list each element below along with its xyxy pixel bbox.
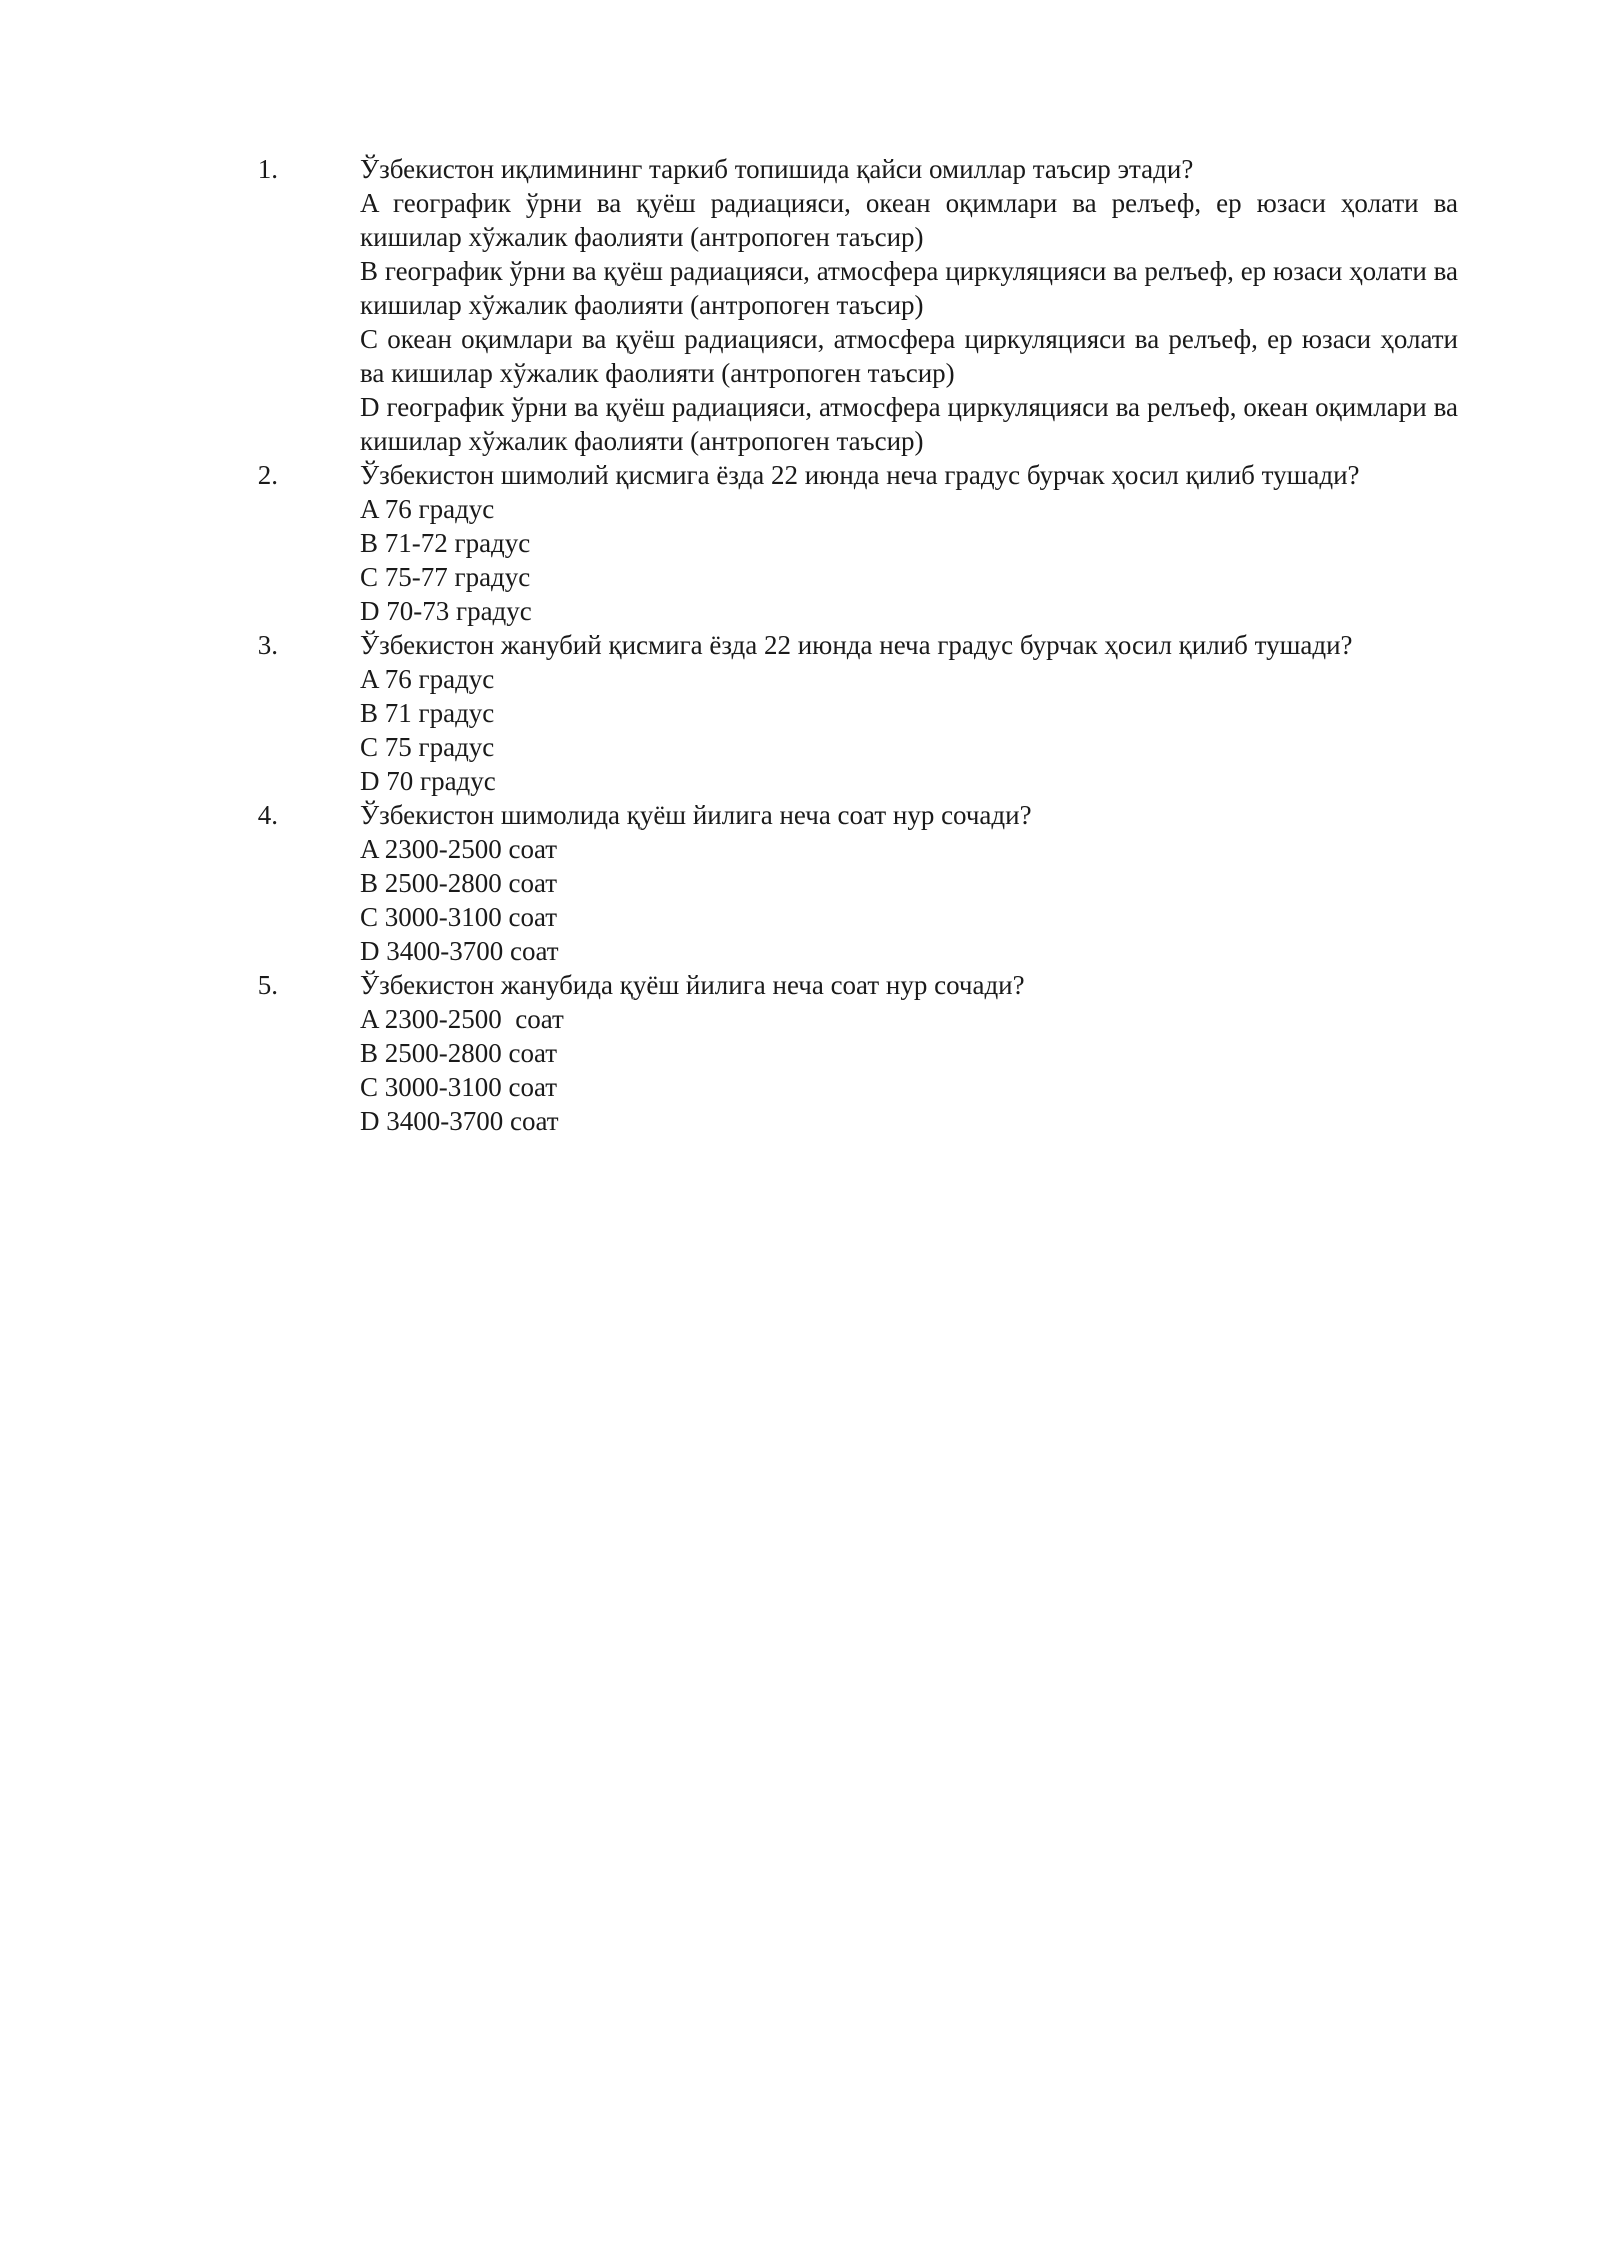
answer-option: B географик ўрни ва қуёш радиацияси, атмосфера циркуляцияси ва релъеф, ер юзаси ҳолати ва кишилар хўжалик фаолияти (антропоген таъсир) (360, 256, 1465, 320)
question-text: Ўзбекистон шимолий қисмига ёзда 22 июнда неча градус бурчак ҳосил қилиб тушади? (360, 460, 1360, 490)
answer-option: B 2500-2800 соат (360, 1038, 558, 1068)
answer-option: B 71 градус (360, 698, 495, 728)
question-number: 2. (257, 460, 278, 490)
question-number: 5. (257, 970, 278, 1000)
answer-option: C 75 градус (360, 732, 495, 762)
answer-option: D 70 градус (360, 766, 496, 796)
answer-option: D географик ўрни ва қуёш радиацияси, атмосфера циркуляцияси ва релъеф, океан оқимлари ва кишилар хўжалик фаолияти (антропоген таъсир) (360, 392, 1465, 456)
question-item (0, 152, 1600, 458)
answer-option: D 3400-3700 соат (360, 1106, 559, 1136)
answer-option: C 75-77 градус (360, 562, 531, 592)
answer-option: A географик ўрни ва қуёш радиацияси, океан оқимлари ва релъеф, ер юзаси ҳолати ва кишилар хўжалик фаолияти (антропоген таъсир) (360, 188, 1465, 252)
question-body (360, 968, 1458, 1138)
question-body (360, 628, 1458, 798)
answer-option: D 3400-3700 соат (360, 936, 559, 966)
question-text: Ўзбекистон жанубида қуёш йилига неча соат нур сочади? (360, 970, 1025, 1000)
question-number: 3. (257, 630, 278, 660)
answer-option: D 70-73 градус (360, 596, 532, 626)
answer-option: C океан оқимлари ва қуёш радиацияси, атмосфера циркуляцияси ва релъеф, ер юзаси ҳолати ва кишилар хўжалик фаолияти (антропоген таъсир) (360, 324, 1465, 388)
question-number: 4. (257, 800, 278, 830)
question-item (0, 628, 1600, 798)
question-text: Ўзбекистон жанубий қисмига ёзда 22 июнда неча градус бурчак ҳосил қилиб тушади? (360, 630, 1353, 660)
answer-option: A 2300-2500 соат (360, 834, 558, 864)
question-body (360, 798, 1458, 968)
answer-option: C 3000-3100 соат (360, 1072, 558, 1102)
question-item (0, 798, 1600, 968)
answer-option: A 76 градус (360, 664, 495, 694)
question-item (0, 458, 1600, 628)
answer-option: A 76 градус (360, 494, 495, 524)
document-body (0, 152, 1600, 1138)
question-text: Ўзбекистон иқлимининг таркиб топишида қайси омиллар таъсир этади? (360, 154, 1194, 184)
question-body (360, 152, 1465, 458)
answer-option: B 2500-2800 соат (360, 868, 558, 898)
question-item (0, 968, 1600, 1138)
answer-option: C 3000-3100 соат (360, 902, 558, 932)
answer-option: A 2300-2500 соат (360, 1004, 564, 1034)
question-number: 1. (257, 154, 278, 184)
question-body (360, 458, 1458, 628)
answer-option: B 71-72 градус (360, 528, 531, 558)
question-text: Ўзбекистон шимолида қуёш йилига неча соат нур сочади? (360, 800, 1032, 830)
